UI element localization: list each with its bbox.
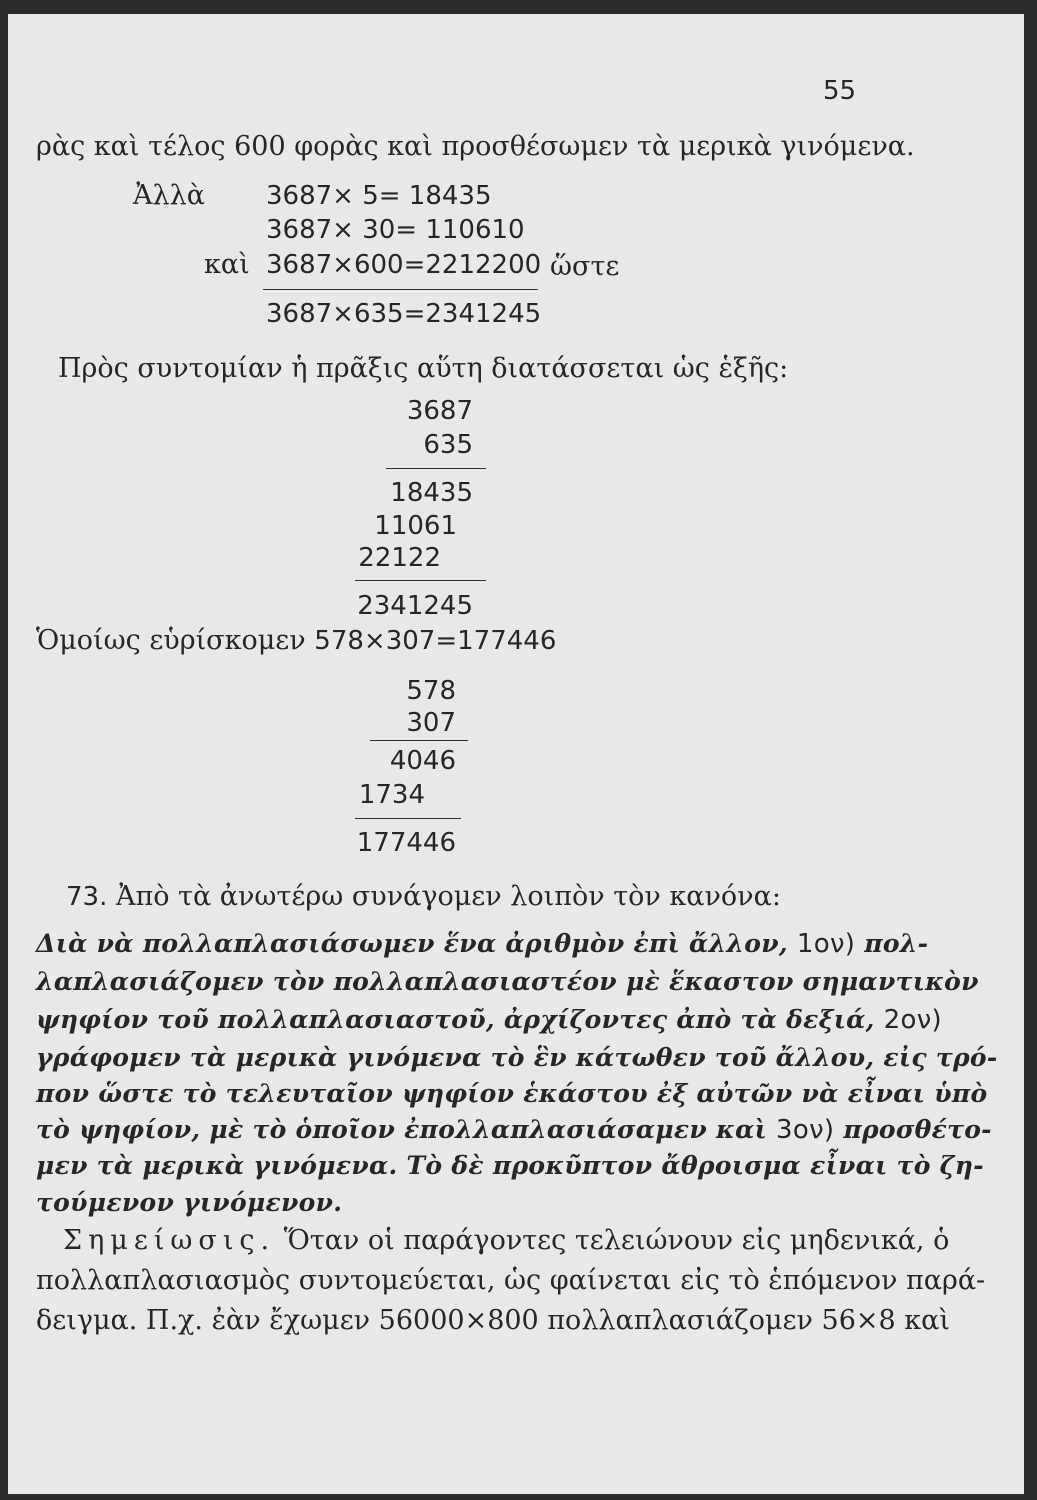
equation: 3687× 30= 110610 — [266, 215, 525, 245]
mult-figure: 635 — [423, 430, 473, 460]
rule-text-line: λαπλασιάζομεν τὸν πολλαπλασιαστέον μὲ ἕκαστον σημαντικὸν — [36, 967, 979, 996]
mult-figure: 307 — [406, 708, 456, 738]
note-label: Σημείωσις. — [63, 1225, 276, 1256]
rule-text-line: μεν τὰ μερικὰ γινόμενα. Τὸ δὲ προκῦπτον ἄθροισμα εἶναι τὸ ζη- — [36, 1151, 984, 1180]
book-page — [8, 14, 1024, 1494]
note-line: δειγμα. Π.χ. ἐὰν ἔχωμεν 56000×800 πολλαπλασιάζομεν 56×8 καὶ — [36, 1305, 950, 1336]
mult-rule — [386, 468, 486, 469]
label-alla: Ἀλλὰ — [133, 180, 205, 211]
mult-rule — [355, 818, 461, 819]
text-line: Πρὸς συντομίαν ἡ πρᾶξις αὕτη διατάσσεται ὡς ἑξῆς: — [58, 353, 789, 384]
equation: 3687× 5= 18435 — [266, 181, 492, 211]
rule-text-line: ψηφίον τοῦ πολλαπλασιαστοῦ, ἀρχίζοντες ἀπὸ τὰ δεξιά, 2ον) — [36, 1005, 942, 1035]
partial-product: 22122 — [358, 543, 441, 573]
label-kai: καὶ — [204, 249, 250, 280]
text-line: Ὁμοίως εὑρίσκομεν 578×307=177446 — [36, 625, 557, 656]
partial-product: 4046 — [389, 746, 456, 776]
result-equation: 3687×635=2341245 — [266, 299, 542, 329]
partial-product: 18435 — [390, 478, 473, 508]
rule-text-line: πον ὥστε τὸ τελευταῖον ψηφίον ἑκάστου ἐξ αὐτῶν νὰ εἶναι ὑπὸ — [36, 1079, 988, 1108]
mult-product: 2341245 — [357, 591, 473, 621]
partial-product: 1734 — [358, 780, 425, 810]
page-number: 55 — [823, 76, 857, 106]
rule-text-line: γράφομεν τὰ μερικὰ γινόμενα τὸ ἓν κάτωθεν τοῦ ἄλλου, εἰς τρό- — [36, 1043, 998, 1072]
note-line: Σημείωσις. Ὅταν οἱ παράγοντες τελειώνουν εἰς μηδενικά, ὁ — [63, 1225, 950, 1256]
mult-figure: 3687 — [406, 396, 473, 426]
partial-product: 11061 — [374, 511, 457, 541]
rule-text-line: τούμενον γινόμενον. — [36, 1188, 343, 1217]
mult-rule — [370, 740, 468, 741]
sum-rule — [263, 289, 538, 290]
mult-product: 177446 — [356, 828, 456, 858]
mult-figure: 578 — [406, 676, 456, 706]
section-heading-line: 73. Ἀπὸ τὰ ἀνωτέρω συνάγομεν λοιπὸν τὸν κανόνα: — [66, 881, 781, 912]
rule-text-line: Διὰ νὰ πολλαπλασιάσωμεν ἕνα ἀριθμὸν ἐπὶ ἄλλον, 1ον) πολ- — [36, 929, 929, 959]
rule-text-line: τὸ ψηφίον, μὲ τὸ ὁποῖον ἐπολλαπλασιάσαμεν καὶ 3ον) προσθέτο- — [36, 1115, 992, 1145]
label-oste: ὥστε — [550, 251, 620, 282]
text-line: ρὰς καὶ τέλος 600 φορὰς καὶ προσθέσωμεν τὰ μερικὰ γινόμενα. — [36, 131, 915, 162]
mult-rule — [355, 580, 486, 581]
equation: 3687×600=2212200 — [266, 250, 542, 280]
note-line: πολλαπλασιασμὸς συντομεύεται, ὡς φαίνεται εἰς τὸ ἑπόμενον παρά- — [36, 1265, 986, 1296]
